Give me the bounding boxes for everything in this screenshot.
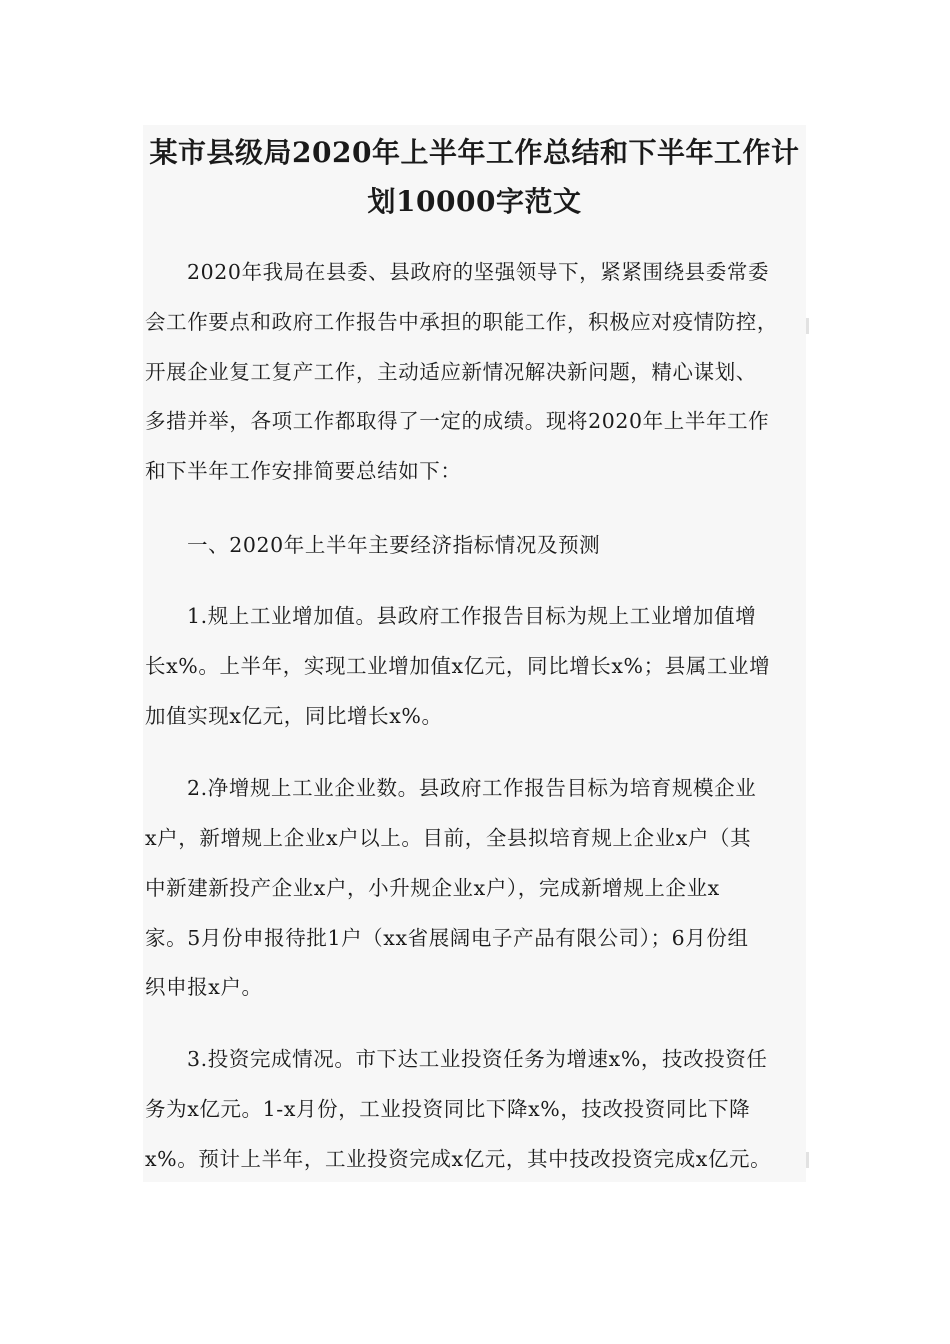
document-title-line-1: 某市县级局2020年上半年工作总结和下半年工作计 xyxy=(149,136,800,169)
page-edge-mark xyxy=(806,1152,809,1168)
paragraph-line: 织申报x户。 xyxy=(145,975,263,999)
paragraph-line: 会工作要点和政府工作报告中承担的职能工作，积极应对疫情防控， xyxy=(145,310,778,334)
paragraph-line: 长x%。上半年，实现工业增加值x亿元，同比增长x%；县属工业增 xyxy=(145,654,771,678)
paragraph-line: 2020年我局在县委、县政府的坚强领导下，紧紧围绕县委常委 xyxy=(187,260,770,284)
paragraph-line: x户，新增规上企业x户以上。目前，全县拟培育规上企业x户（其 xyxy=(145,826,752,850)
paragraph-line: 开展企业复工复产工作，主动适应新情况解决新问题，精心谋划、 xyxy=(145,360,757,384)
paragraph-line: 加值实现x亿元，同比增长x%。 xyxy=(145,704,443,728)
paragraph-line: 家。5月份申报待批1户（xx省展阔电子产品有限公司）；6月份组 xyxy=(145,926,749,950)
section-heading: 一、2020年上半年主要经济指标情况及预测 xyxy=(187,533,601,557)
paragraph-line: 务为x亿元。1-x月份，工业投资同比下降x%，技改投资同比下降 xyxy=(145,1097,751,1121)
paragraph-line: 2.净增规上工业企业数。县政府工作报告目标为培育规模企业 xyxy=(187,776,757,800)
paragraph-line: 3.投资完成情况。市下达工业投资任务为增速x%，技改投资任 xyxy=(187,1047,768,1071)
page-edge-mark xyxy=(806,318,809,334)
paragraph-line: x%。预计上半年，工业投资完成x亿元，其中技改投资完成x亿元。 xyxy=(145,1147,772,1171)
paragraph-line: 中新建新投产企业x户，小升规企业x户），完成新增规上企业x xyxy=(145,876,720,900)
paragraph-line: 和下半年工作安排简要总结如下： xyxy=(145,459,462,483)
paragraph-line: 1.规上工业增加值。县政府工作报告目标为规上工业增加值增 xyxy=(187,604,757,628)
paragraph-line: 多措并举，各项工作都取得了一定的成绩。现将2020年上半年工作 xyxy=(145,409,770,433)
document-title-line-2: 划10000字范文 xyxy=(367,185,582,218)
